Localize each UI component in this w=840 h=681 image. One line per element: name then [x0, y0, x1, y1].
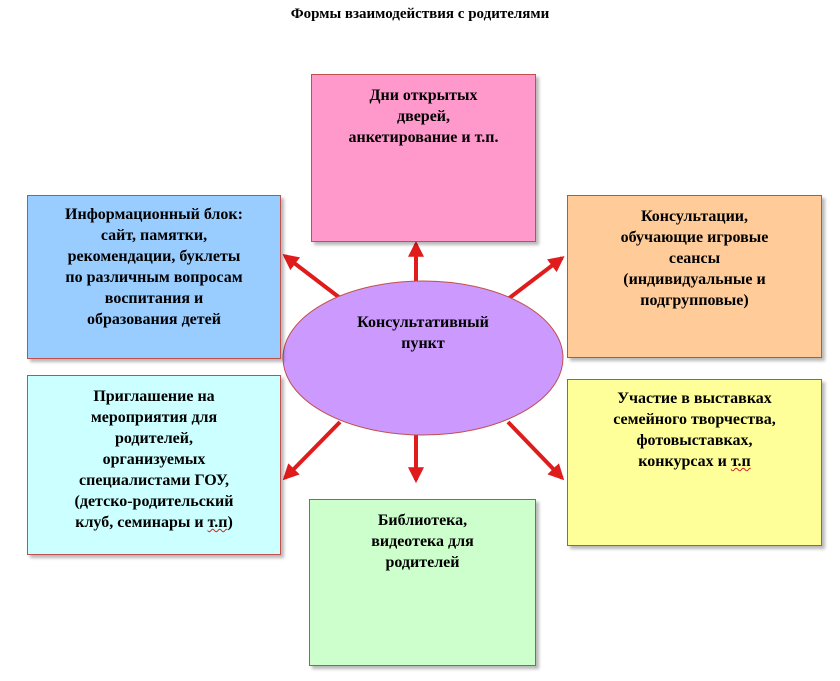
box-open-days: Дни открытых дверей, анкетирование и т.п. — [311, 74, 536, 242]
box-invitations — [27, 375, 281, 555]
arrow-lower-right — [508, 422, 562, 478]
diagram-title: Формы взаимодействия с родителями — [290, 6, 550, 22]
box-exhibitions — [567, 379, 822, 546]
center-label: Консультативный пункт — [357, 314, 489, 352]
box-consultations: Консультации, обучающие игровые сеансы (индивидуальные и подгрупповые) — [567, 195, 822, 358]
exhibitions-text: Участие в выставках семейного творчества, фотовыставках, конкурсах и — [613, 390, 776, 470]
arrow-right — [508, 258, 562, 299]
exhibitions-text-tail: т.п — [730, 453, 751, 470]
invitations-text-end: ) — [227, 514, 233, 531]
arrow-left — [285, 256, 340, 298]
invitations-text-tail: т.п — [207, 514, 228, 531]
box-info-block: Информационный блок: сайт, памятки, рекомендации, буклеты по различным вопросам воспитания и образования детей — [27, 195, 281, 359]
arrow-lower-left — [285, 422, 340, 478]
invitations-text: Приглашение на мероприятия для родителей, организуемых специалистами ГОУ, (детско-родительский клуб, семинары и — [74, 388, 234, 531]
box-library: Библиотека, видеотека для родителей — [309, 499, 536, 666]
center-ellipse — [283, 281, 563, 435]
